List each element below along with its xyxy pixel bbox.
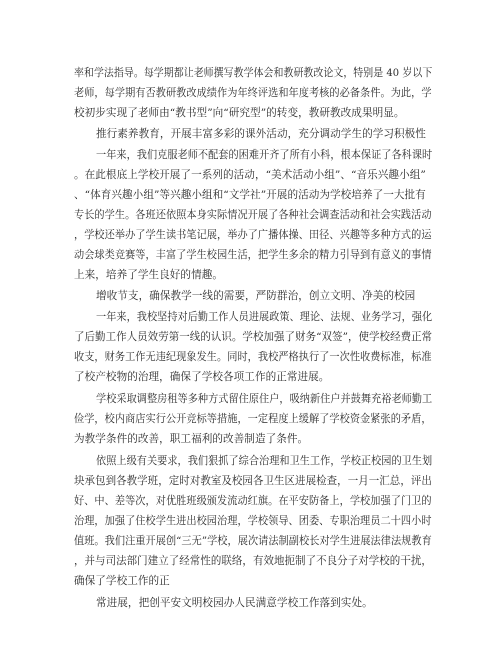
text-line: ，并与司法部门建立了经常性的联络，有效地扼制了不良分子对学校的干扰， <box>74 555 432 567</box>
text-line: 、“体育兴趣小组”等兴趣小组和“文学社”开展的活动为学校培养了一大批有 <box>74 189 426 201</box>
text-line: 。在此根底上学校开展了一系列的活动，“美术活动小组”、“音乐兴趣小组” <box>74 169 426 181</box>
text-line: 依照上级有关要求，我们狠抓了综合治理和卫生工作，学校正校园的卫生划 <box>96 455 433 467</box>
text-line: 上来，培养了学生良好的情趣。 <box>74 269 224 281</box>
text-line: 治理，加强了住校学生进出校园治理，学校领导、团委、专职治理员二十四小时 <box>74 515 432 527</box>
text-line: 了校产校物的治理，确保了学校各项工作的正常进展。 <box>74 371 330 383</box>
text-line: 老师，每学期有否教研教改成绩作为年终评选和年度考核的必备条件。为此，学 <box>74 87 432 99</box>
text-line: 一年来，我们克服老师不配套的困难开齐了所有小科，根本保证了各科课时 <box>96 149 433 161</box>
text-line: 俭学，校内商店实行公开竞标等措施，一定程度上缓解了学校资金紧张的矛盾， <box>74 413 432 425</box>
section-heading: 增收节支，确保教学一线的需要，严防群治，创立文明、净美的校园 <box>96 290 416 302</box>
text-line: 动会球类竞赛等，丰富了学生校园生活，把学生多余的精力引导到有意义的事情 <box>74 249 432 261</box>
text-line: 校初步实现了老师由“教书型”向“研究型”的转变，教研教改成果明显。 <box>74 107 405 119</box>
text-line: 专长的学生。各班还依照本身实际情况开展了各种社会调查活动和社会实践活动 <box>74 209 432 221</box>
text-line: 收支，财务工作无违纪现象发生。同时，我校严格执行了一次性收费标准，标准 <box>74 351 432 363</box>
text-line: 学校采取调整房租等多种方式留住原住户，吸纳新住户并鼓舞充裕老师勤工 <box>96 393 433 405</box>
text-line: 确保了学校工作的正 <box>74 575 170 587</box>
text-line: 了后勤工作人员效劳第一线的认识。学校加强了财务“双签”，使学校经费正常 <box>74 331 433 343</box>
text-line: 常进展，把创平安文明校园办人民满意学校工作落到实处。 <box>96 597 373 609</box>
section-heading: 推行素养教育，开展丰富多彩的课外活动，充分调动学生的学习积极性 <box>96 128 426 140</box>
text-line: 好、中、差等次，对优胜班级颁发流动红旗。在平安防备上，学校加强了门卫的 <box>74 495 432 507</box>
text-line: 块承包到各教学班，定时对教室及校园各卫生区进展检查，一月一汇总，评出 <box>74 475 432 487</box>
text-line: 率和学法指导。每学期都让老师撰写教学体会和教研教改论文，特别是 40 岁以下 <box>74 67 433 79</box>
text-line: 一年来，我校坚持对后勤工作人员进展政策、理论、法规、业务学习，强化 <box>96 311 433 323</box>
text-line: 为教学条件的改善，职工福利的改善制造了条件。 <box>74 433 309 445</box>
text-line: 值班。我们注重开展创“三无”学校，展次请法制副校长对学生进展法律法规教育 <box>74 535 432 547</box>
text-line: ，学校还举办了学生读书笔记展，举办了广播体操、田径、兴趣等多种方式的运 <box>74 229 432 241</box>
